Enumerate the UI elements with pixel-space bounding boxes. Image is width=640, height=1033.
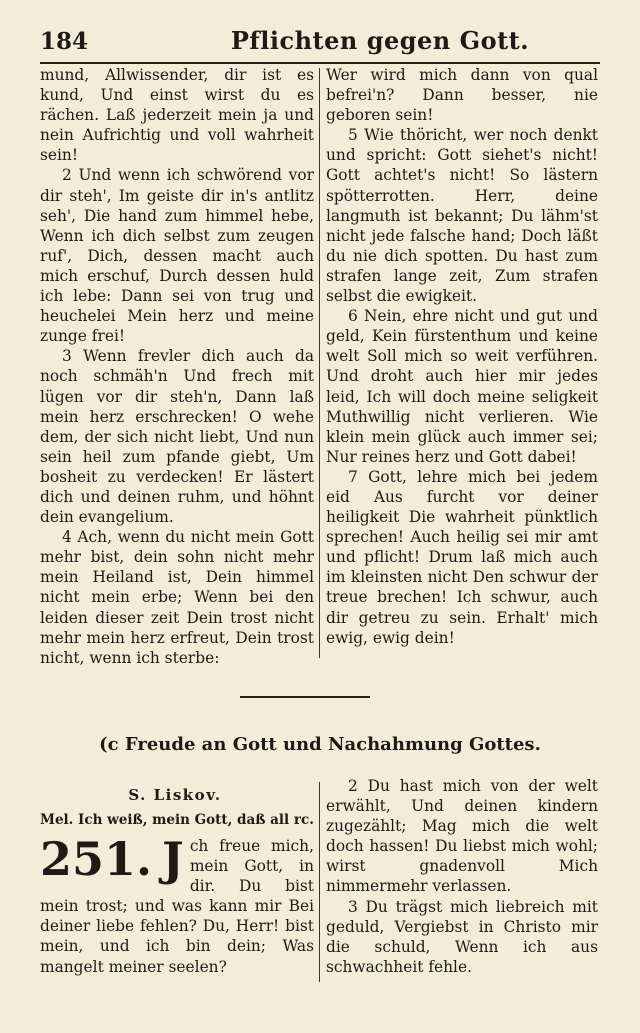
- column-divider: [319, 68, 320, 658]
- section-heading: (c Freude an Gott und Nachahmung Gottes.: [99, 734, 541, 755]
- drop-cap: J: [162, 832, 184, 886]
- section-separator-rule: [240, 696, 370, 698]
- hymn-melody: Mel. Ich weiß, mein Gott, daß all rc.: [40, 812, 314, 828]
- column-divider-bottom: [319, 782, 320, 982]
- right-column-bottom: [326, 776, 598, 977]
- verse-3: 3 Wenn frevler dich auch da noch schmäh'n Und frech mit lügen vor dir steh'n, Dann laß mein herz erschrecken! O wehe dem, der sich nicht liebt, Und nun sein heil zum pfande giebt, Um bosheit zu verdecken! Er lästert dich und deinen ruhm, und höhnt dein evangelium.: [40, 347, 314, 527]
- running-title: Pflichten gegen Gott.: [230, 26, 530, 55]
- verse-continuation: mund, Allwissender, dir ist es kund, Und einst wirst du es rächen. Laß jederzeit mein ja und nein Aufrichtig und voll wahrheit sein!: [40, 66, 314, 165]
- page-number: 184: [40, 28, 89, 55]
- verse-6: 6 Nein, ehre nicht und gut und geld, Kein fürstenthum und keine welt Soll mich so weit verführen. Und droht auch hier mir jedes leid, Ich will doch meine seligkeit Muthwillig nicht verlieren. Wie klein mein glück auch immer sei; Nur reines herz und Gott dabei!: [326, 307, 598, 466]
- hymn-verse-3: 3 Du trägst mich liebreich mit geduld, Vergiebst in Christo mir die schuld, Wenn ich aus schwachheit fehle.: [326, 897, 598, 976]
- header-rule: [40, 62, 600, 64]
- right-column-top: [326, 65, 598, 648]
- verse-2: 2 Und wenn ich schwörend vor dir steh', Im geiste dir in's antlitz seh', Die hand zum himmel hebe, Wenn ich dich selbst zum zeugen ruf', Dich, dessen macht auch mich erschuf, Durch dessen huld ich lebe: Dann sei von trug und heuchelei Mein herz und meine zunge frei!: [40, 166, 314, 346]
- hymn-number: 251.: [40, 832, 153, 886]
- verse-7: 7 Gott, lehre mich bei jedem eid Aus furcht vor deiner heiligkeit Die wahrheit pünktlich sprechen! Auch heilig sei mir amt und pflicht! Drum laß mich auch im kleinsten nicht Den schwur der treue brechen! Ich schwur, auch dir getreu zu sein. Erhalt' mich ewig, ewig dein!: [326, 467, 598, 647]
- verse-4-end: Wer wird mich dann von qual befrei'n? Dann besser, nie geboren sein!: [326, 66, 598, 125]
- verse-4: 4 Ach, wenn du nicht mein Gott mehr bist, dein sohn nicht mehr mein Heiland ist, Dein himmel nicht mein erbe; Wenn bei den leiden dieser zeit Dein trost nicht mehr mein herz erfreut, Dein trost nicht, wenn ich sterbe:: [40, 528, 314, 667]
- hymn-verse-2: 2 Du hast mich von der welt erwählt, Und deinen kindern zugezählt; Mag mich die welt doch hassen! Du liebst mich wohl; wirst gnadenvoll Mich nimmermehr verlassen.: [326, 777, 598, 896]
- page-header: [40, 20, 600, 60]
- hymn-251: [40, 832, 314, 977]
- hymn-author: S. Liskov.: [128, 786, 222, 804]
- verse-5: 5 Wie thöricht, wer noch denkt und spricht: Gott siehet's nicht! Gott achtet's nicht! So lästern spötterrotten. Herr, deine langmuth ist bekannt; Du lähm'st nicht jede falsche hand; Doch läßt du nie dich spotten. Du hast zum strafen lange zeit, Zum strafen selbst die ewigkeit.: [326, 126, 598, 306]
- hymn-verse-1: ch freue mich, mein Gott, in dir. Du bist mein trost; und was kann mir Bei deiner liebe fehlen? Du, Herr! bist mein, und ich bin dein; Was mangelt meiner seelen?: [40, 837, 314, 976]
- left-column-top: [40, 65, 314, 668]
